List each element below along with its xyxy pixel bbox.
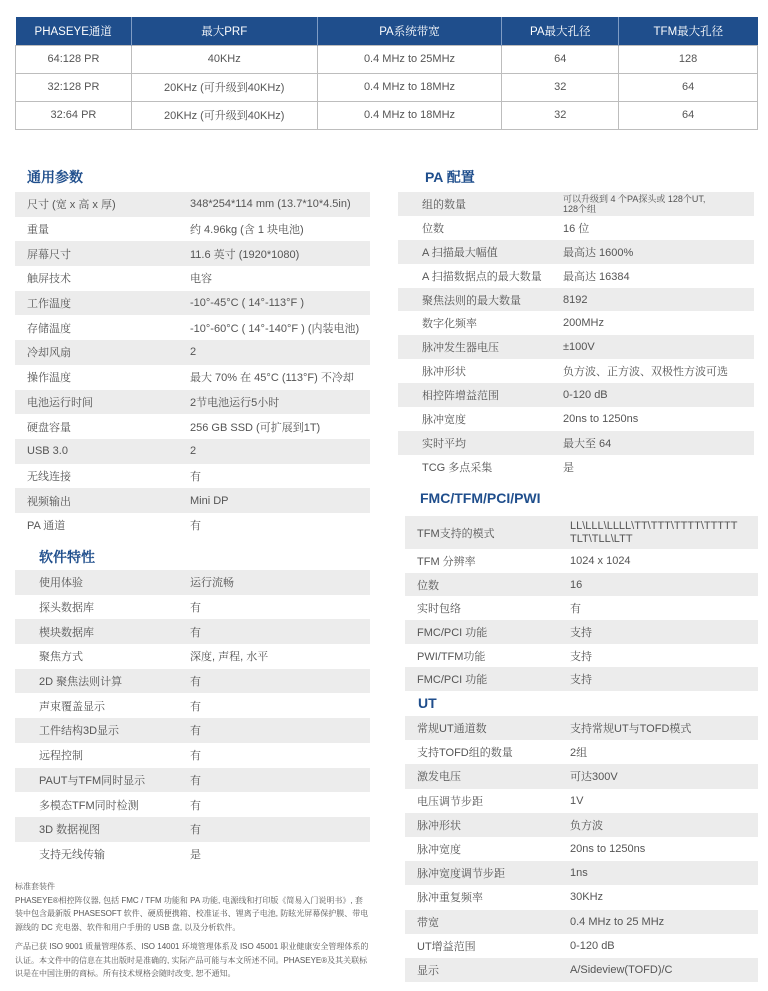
spec-label: A 扫描数据点的最大数量 — [422, 270, 542, 283]
spec-label: 楔块数据库 — [39, 626, 94, 639]
spec-label: 实时平均 — [422, 437, 466, 450]
spec-value: 2 — [190, 346, 197, 359]
spec-value: 有 — [190, 676, 201, 689]
spec-value: 2节电池运行5小时 — [190, 396, 280, 409]
spec-value: 是 — [190, 848, 201, 861]
spec-label: 使用体验 — [39, 577, 83, 590]
spec-row — [405, 861, 758, 885]
spec-row — [398, 431, 754, 455]
spec-row — [15, 768, 370, 793]
header-cell: PHASEYE通道 — [16, 17, 132, 45]
spec-label: 操作温度 — [27, 372, 71, 385]
spec-label: UT增益范围 — [417, 940, 476, 953]
spec-value: 是 — [563, 461, 574, 474]
spec-value: ±100V — [563, 341, 595, 354]
spec-value: 200MHz — [563, 317, 604, 330]
spec-value: 负方波 — [570, 819, 603, 832]
spec-row — [398, 311, 754, 335]
table-cell: 32 — [502, 73, 619, 101]
table-cell: 64 — [502, 45, 619, 73]
spec-value: 11.6 英寸 (1920*1080) — [190, 248, 300, 261]
spec-row — [405, 958, 758, 982]
table-cell: 128 — [619, 45, 758, 73]
spec-value: 有 — [190, 470, 201, 483]
fmc-section-title: FMC/TFM/PCI/PWI — [420, 490, 541, 506]
spec-row — [15, 315, 370, 340]
spec-row — [15, 365, 370, 390]
general-spec-list — [15, 192, 370, 538]
spec-label: 远程控制 — [39, 750, 83, 763]
spec-row — [15, 241, 370, 266]
spec-label: 带宽 — [417, 916, 439, 929]
spec-value: 20ns to 1250ns — [563, 412, 639, 425]
ut-spec-list — [405, 716, 758, 982]
table-row — [16, 73, 758, 101]
spec-label: 脉冲发生器电压 — [422, 342, 499, 355]
software-section-title: 软件特性 — [39, 549, 95, 565]
spec-row — [398, 240, 754, 264]
spec-value: 0-120 dB — [563, 389, 608, 402]
spec-label: 3D 数据视图 — [39, 824, 101, 837]
spec-row — [398, 383, 754, 407]
spec-value: 2 — [190, 445, 197, 458]
spec-label: 重量 — [27, 224, 49, 237]
spec-label: 视频输出 — [27, 495, 71, 508]
table-cell: 64 — [619, 101, 758, 129]
spec-row — [15, 842, 370, 867]
spec-row — [405, 813, 758, 837]
spec-row — [405, 740, 758, 764]
spec-label: PWI/TFM功能 — [417, 650, 486, 663]
spec-row — [405, 764, 758, 788]
spec-row — [398, 359, 754, 383]
spec-label: 位数 — [417, 579, 439, 592]
table-cell: 64 — [619, 73, 758, 101]
spec-row — [405, 667, 758, 691]
table-header-row — [16, 17, 758, 45]
spec-label: 硬盘容量 — [27, 421, 71, 434]
spec-label: TFM 分辨率 — [417, 555, 476, 568]
spec-row — [405, 910, 758, 934]
spec-value: 256 GB SSD (可扩展到1T) — [190, 421, 321, 434]
table-cell: 0.4 MHz to 18MHz — [317, 73, 502, 101]
spec-row — [405, 716, 758, 740]
spec-row — [15, 513, 370, 538]
spec-label: 位数 — [422, 222, 444, 235]
spec-label: 屏幕尺寸 — [27, 248, 71, 261]
spec-value: 最大 70% 在 45°C (113°F) 不冷却 — [190, 372, 354, 385]
spec-row — [398, 264, 754, 288]
spec-value: 最大至 64 — [563, 437, 612, 450]
spec-row — [15, 390, 370, 415]
spec-row — [405, 620, 758, 644]
spec-value: 30KHz — [570, 891, 604, 904]
spec-row — [15, 693, 370, 718]
software-spec-list — [15, 570, 370, 866]
spec-value: 支持 — [570, 674, 592, 687]
spec-label: 组的数量 — [422, 198, 466, 211]
spec-row — [15, 743, 370, 768]
spec-row — [15, 488, 370, 513]
spec-row — [15, 570, 370, 595]
notes-certification: 产品已获 ISO 9001 质量管理体系、ISO 14001 环境管理体系及 ISO 45001 职业健康安全管理体系的认证。本文件中的信息在其出版时是准确的, 实际产品可能与本文所述不同。PHASEYE®及其关联标识是在中国注册的商标。所有技术规格会随时改变, 恕不通知。 — [15, 942, 369, 978]
spec-label: 冷却风扇 — [27, 347, 71, 360]
pa-section-title: PA 配置 — [425, 169, 475, 185]
fmc-spec-list — [405, 516, 758, 691]
spec-label: 脉冲形状 — [422, 366, 466, 379]
spec-label: 多模态TFM同时检测 — [39, 799, 139, 812]
spec-label: 工件结构3D显示 — [39, 725, 120, 738]
spec-value: 348*254*114 mm (13.7*10*4.5in) — [190, 198, 351, 211]
header-cell: 最大PRF — [131, 17, 317, 45]
spec-value: 有 — [190, 774, 201, 787]
spec-value: 支持常规UT与TOFD模式 — [570, 723, 692, 736]
spec-row — [398, 407, 754, 431]
channel-spec-table — [15, 17, 758, 130]
header-cell: TFM最大孔径 — [619, 17, 758, 45]
spec-row — [15, 340, 370, 365]
table-cell: 32 — [502, 101, 619, 129]
spec-label: 脉冲形状 — [417, 819, 461, 832]
spec-value: 1024 x 1024 — [570, 554, 631, 567]
pa-spec-list — [398, 192, 754, 479]
notes — [15, 880, 370, 987]
spec-row — [15, 817, 370, 842]
spec-row — [405, 549, 758, 573]
spec-value: 16 位 — [563, 222, 590, 235]
spec-label: 声束覆盖显示 — [39, 700, 105, 713]
header-cell: PA系统带宽 — [317, 17, 502, 45]
spec-value: 有 — [190, 750, 201, 763]
spec-label: 无线连接 — [27, 470, 71, 483]
spec-row — [15, 266, 370, 291]
table-cell: 20KHz (可升级到40KHz) — [131, 73, 317, 101]
spec-value: 有 — [190, 626, 201, 639]
spec-value: 有 — [570, 603, 581, 616]
spec-row — [405, 516, 758, 549]
spec-row — [398, 288, 754, 312]
spec-value: 0-120 dB — [570, 939, 615, 952]
spec-label: PA 通道 — [27, 520, 66, 533]
spec-label: 实时包络 — [417, 603, 461, 616]
spec-value: 有 — [190, 602, 201, 615]
table-row — [16, 101, 758, 129]
spec-value: 16 — [570, 578, 583, 591]
spec-value: 支持 — [570, 650, 592, 663]
spec-label: 探头数据库 — [39, 602, 94, 615]
spec-value: -10°-45°C ( 14°-113°F ) — [190, 297, 304, 310]
spec-value: 支持 — [570, 626, 592, 639]
spec-label: 支持无线传输 — [39, 848, 105, 861]
table-cell: 20KHz (可升级到40KHz) — [131, 101, 317, 129]
spec-label: 电池运行时间 — [27, 396, 93, 409]
spec-label: FMC/PCI 功能 — [417, 674, 488, 687]
spec-value: 负方波、正方波、双极性方波可选 — [563, 366, 728, 379]
spec-value: 有 — [190, 700, 201, 713]
spec-row — [398, 216, 754, 240]
spec-row — [15, 217, 370, 242]
spec-label: PAUT与TFM同时显示 — [39, 774, 146, 787]
table-cell: 40KHz — [131, 45, 317, 73]
spec-label: 聚焦法则的最大数量 — [422, 294, 521, 307]
spec-label: 相控阵增益范围 — [422, 390, 499, 403]
spec-row — [398, 455, 754, 479]
spec-label: 脉冲重复频率 — [417, 892, 483, 905]
spec-label: 尺寸 (宽 x 高 x 厚) — [27, 199, 116, 212]
spec-row — [405, 596, 758, 620]
spec-row — [15, 619, 370, 644]
spec-value: 1V — [570, 794, 584, 807]
spec-label: 数字化频率 — [422, 318, 477, 331]
spec-value: 有 — [190, 799, 201, 812]
table-cell: 0.4 MHz to 25MHz — [317, 45, 502, 73]
spec-label: FMC/PCI 功能 — [417, 626, 488, 639]
spec-value: 1ns — [570, 867, 588, 880]
spec-label: 2D 聚焦法则计算 — [39, 676, 123, 689]
spec-row — [405, 573, 758, 597]
spec-label: USB 3.0 — [27, 445, 68, 458]
spec-value: 0.4 MHz to 25 MHz — [570, 915, 665, 928]
table-cell: 32:128 PR — [16, 73, 132, 101]
spec-label: TCG 多点采集 — [422, 461, 493, 474]
spec-value: 深度, 声程, 水平 — [190, 651, 269, 664]
spec-value: 电容 — [190, 273, 212, 286]
spec-value: 20ns to 1250ns — [570, 843, 646, 856]
spec-row — [15, 464, 370, 489]
spec-label: 工作温度 — [27, 298, 71, 311]
spec-label: 支持TOFD组的数量 — [417, 747, 513, 760]
spec-label: 触屏技术 — [27, 273, 71, 286]
spec-value: 有 — [190, 520, 201, 533]
spec-row — [405, 644, 758, 668]
spec-row — [15, 644, 370, 669]
table-cell: 0.4 MHz to 18MHz — [317, 101, 502, 129]
spec-value: 2组 — [570, 747, 588, 760]
general-section-title: 通用参数 — [27, 169, 83, 185]
spec-row — [15, 291, 370, 316]
table-row — [16, 45, 758, 73]
spec-label: 常规UT通道数 — [417, 723, 487, 736]
spec-row — [15, 595, 370, 620]
spec-value: 运行流畅 — [190, 577, 234, 590]
header-cell: PA最大孔径 — [502, 17, 619, 45]
spec-row — [15, 439, 370, 464]
spec-value: 可以升级到 4 个PA探头或 128个UT, 128个组 — [563, 193, 706, 214]
notes-package: PHASEYE®相控阵仪器, 包括 FMC / TFM 功能和 PA 功能, 电源线和打印版《简易入门说明书》, 套装中包含最新版 PHASESOFT 软件、硬质便携箱、校准证书、锂离子电池, 防眩光屏幕保护膜、带电源线的 DC 充电器、软件和用户手册的 USB 盘, 以及分析软件。 — [15, 895, 369, 932]
spec-value: 有 — [190, 824, 201, 837]
spec-row — [15, 792, 370, 817]
spec-label: 显示 — [417, 964, 439, 977]
spec-label: 激发电压 — [417, 771, 461, 784]
notes-heading: 标准套装件 — [15, 882, 55, 891]
spec-row — [405, 885, 758, 909]
spec-label: 存储温度 — [27, 322, 71, 335]
spec-row — [405, 789, 758, 813]
table-cell: 32:64 PR — [16, 101, 132, 129]
spec-label: 聚焦方式 — [39, 651, 83, 664]
spec-value: 约 4.96kg (含 1 块电池) — [190, 224, 304, 237]
spec-value: 最高达 16384 — [563, 270, 630, 283]
table-cell: 64:128 PR — [16, 45, 132, 73]
spec-row — [15, 192, 370, 217]
spec-value: A/Sideview(TOFD)/C — [570, 963, 673, 976]
spec-row — [15, 718, 370, 743]
spec-row — [405, 837, 758, 861]
ut-section-title: UT — [418, 695, 437, 711]
spec-label: 脉冲宽度 — [417, 844, 461, 857]
spec-row — [398, 335, 754, 359]
spec-value: 有 — [190, 725, 201, 738]
spec-value: LL\LLL\LLLL\TT\TTT\TTTT\TTTTT TLT\TLL\LTT — [570, 519, 738, 545]
spec-value: 可达300V — [570, 771, 618, 784]
spec-value: 8192 — [563, 293, 588, 306]
spec-value: Mini DP — [190, 494, 229, 507]
spec-label: A 扫描最大幅值 — [422, 246, 498, 259]
spec-value: -10°-60°C ( 14°-140°F ) (内装电池) — [190, 322, 360, 335]
spec-label: 电压调节步距 — [417, 795, 483, 808]
spec-label: 脉冲宽度调节步距 — [417, 868, 505, 881]
spec-label: TFM支持的模式 — [417, 527, 495, 540]
spec-row — [398, 192, 754, 216]
spec-row — [405, 934, 758, 958]
spec-row — [15, 414, 370, 439]
spec-value: 最高达 1600% — [563, 246, 634, 259]
spec-row — [15, 669, 370, 694]
spec-label: 脉冲宽度 — [422, 413, 466, 426]
